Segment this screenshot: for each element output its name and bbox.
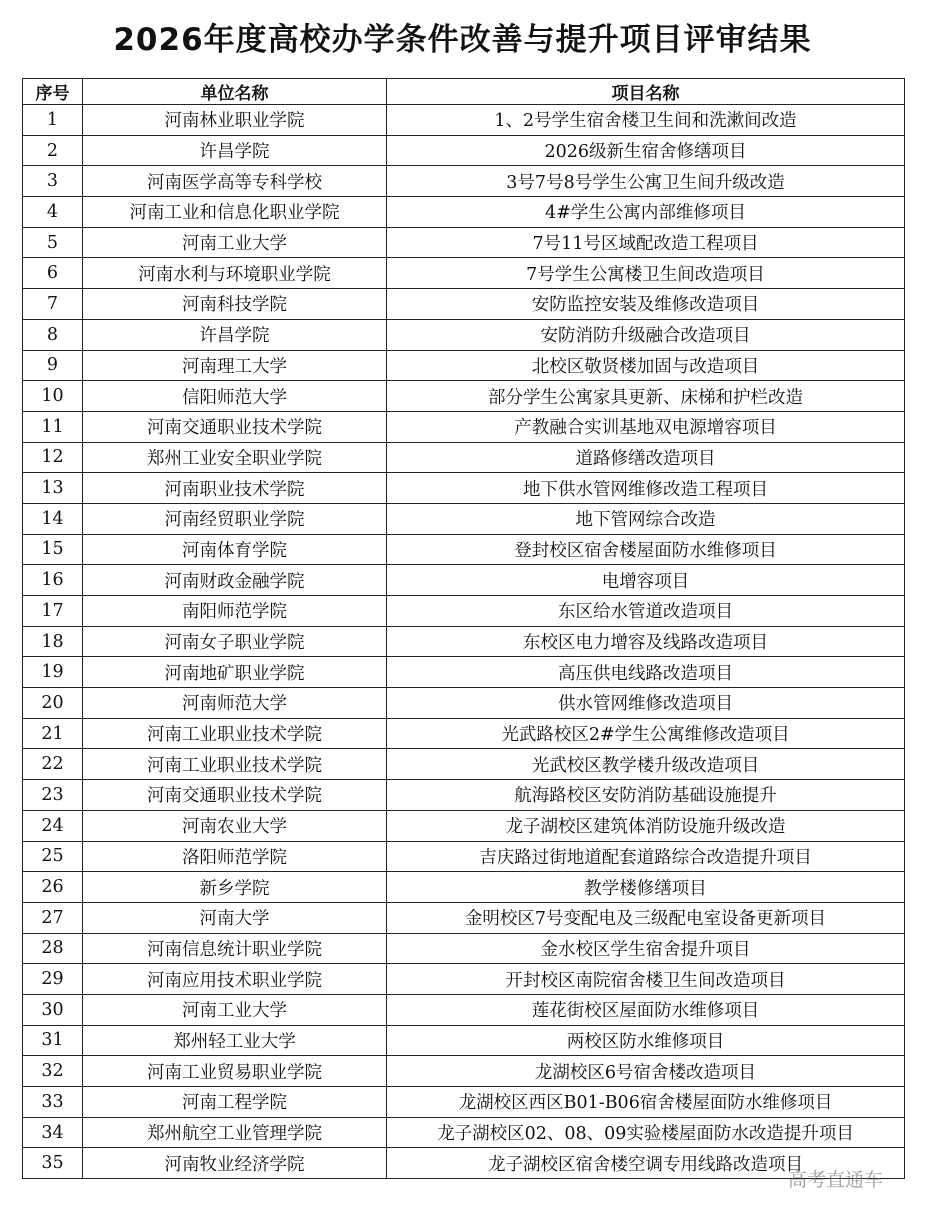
row-index: 19 [23,657,83,688]
project-name: 安防监控安装及维修改造项目 [387,289,905,320]
document-title: 2026年度高校办学条件改善与提升项目评审结果 [113,22,812,58]
table-row [23,780,905,811]
row-index: 22 [23,749,83,780]
unit-name: 郑州工业安全职业学院 [83,442,387,473]
table-row [23,197,905,228]
unit-name: 河南医学高等专科学校 [83,166,387,197]
row-index: 12 [23,442,83,473]
row-index: 8 [23,319,83,350]
table-row [23,841,905,872]
unit-name: 河南工业和信息化职业学院 [83,197,387,228]
unit-name: 洛阳师范学院 [83,841,387,872]
row-index: 29 [23,964,83,995]
unit-name: 河南交通职业技术学院 [83,780,387,811]
table-row [23,135,905,166]
project-name: 金明校区7号变配电及三级配电室设备更新项目 [387,902,905,933]
table-row [23,1117,905,1148]
unit-name: 河南水利与环境职业学院 [83,258,387,289]
project-name: 登封校区宿舍楼屋面防水维修项目 [387,534,905,565]
table-row [23,1056,905,1087]
table-row [23,105,905,136]
project-name: 开封校区南院宿舍楼卫生间改造项目 [387,964,905,995]
row-index: 32 [23,1056,83,1087]
table-row [23,289,905,320]
project-name: 3号7号8号学生公寓卫生间升级改造 [387,166,905,197]
unit-name: 河南科技学院 [83,289,387,320]
table-row [23,411,905,442]
table-row [23,1148,905,1179]
project-name: 电增容项目 [387,565,905,596]
project-name: 北校区敬贤楼加固与改造项目 [387,350,905,381]
table-row [23,964,905,995]
row-index: 35 [23,1148,83,1179]
unit-name: 河南应用技术职业学院 [83,964,387,995]
project-name: 高压供电线路改造项目 [387,657,905,688]
project-name: 地下管网综合改造 [387,503,905,534]
table-row [23,258,905,289]
unit-name: 许昌学院 [83,319,387,350]
table-row [23,534,905,565]
row-index: 14 [23,503,83,534]
project-name: 莲花街校区屋面防水维修项目 [387,994,905,1025]
table-row [23,626,905,657]
watermark: 高考直通车 [788,1169,884,1191]
table-row [23,596,905,627]
unit-name: 河南工业职业技术学院 [83,718,387,749]
row-index: 9 [23,350,83,381]
unit-name: 河南大学 [83,902,387,933]
project-name: 龙子湖校区建筑体消防设施升级改造 [387,810,905,841]
table-row [23,994,905,1025]
row-index: 7 [23,289,83,320]
project-name: 7号学生公寓楼卫生间改造项目 [387,258,905,289]
header-unit: 单位名称 [83,79,387,105]
unit-name: 河南工业贸易职业学院 [83,1056,387,1087]
unit-name: 河南师范大学 [83,688,387,719]
project-name: 光武路校区2#学生公寓维修改造项目 [387,718,905,749]
unit-name: 郑州轻工业大学 [83,1025,387,1056]
row-index: 24 [23,810,83,841]
project-name: 道路修缮改造项目 [387,442,905,473]
project-name: 金水校区学生宿舍提升项目 [387,933,905,964]
project-name: 光武校区教学楼升级改造项目 [387,749,905,780]
row-index: 23 [23,780,83,811]
project-name: 1、2号学生宿舍楼卫生间和洗漱间改造 [387,105,905,136]
table-row [23,442,905,473]
project-name: 地下供水管网维修改造工程项目 [387,473,905,504]
row-index: 21 [23,718,83,749]
unit-name: 河南经贸职业学院 [83,503,387,534]
row-index: 28 [23,933,83,964]
table-row [23,657,905,688]
project-name: 供水管网维修改造项目 [387,688,905,719]
table-row [23,319,905,350]
header-index: 序号 [23,79,83,105]
table-row [23,166,905,197]
unit-name: 河南理工大学 [83,350,387,381]
unit-name: 河南工程学院 [83,1087,387,1118]
row-index: 5 [23,227,83,258]
project-name: 东校区电力增容及线路改造项目 [387,626,905,657]
table-row [23,350,905,381]
table-row [23,933,905,964]
table-row [23,381,905,412]
unit-name: 河南信息统计职业学院 [83,933,387,964]
row-index: 6 [23,258,83,289]
unit-name: 河南地矿职业学院 [83,657,387,688]
row-index: 10 [23,381,83,412]
table-row [23,749,905,780]
unit-name: 河南牧业经济学院 [83,1148,387,1179]
row-index: 16 [23,565,83,596]
project-name: 教学楼修缮项目 [387,872,905,903]
table-row [23,902,905,933]
project-name: 航海路校区安防消防基础设施提升 [387,780,905,811]
unit-name: 郑州航空工业管理学院 [83,1117,387,1148]
project-name: 龙湖校区6号宿舍楼改造项目 [387,1056,905,1087]
row-index: 20 [23,688,83,719]
unit-name: 河南林业职业学院 [83,105,387,136]
row-index: 25 [23,841,83,872]
table-row [23,688,905,719]
unit-name: 河南工业职业技术学院 [83,749,387,780]
project-name: 龙子湖校区02、08、09实验楼屋面防水改造提升项目 [387,1117,905,1148]
table-row [23,872,905,903]
row-index: 18 [23,626,83,657]
unit-name: 河南体育学院 [83,534,387,565]
table-header-row [23,79,905,105]
project-name: 吉庆路过街地道配套道路综合改造提升项目 [387,841,905,872]
unit-name: 信阳师范大学 [83,381,387,412]
table-row [23,718,905,749]
project-name: 两校区防水维修项目 [387,1025,905,1056]
unit-name: 南阳师范学院 [83,596,387,627]
unit-name: 河南工业大学 [83,227,387,258]
row-index: 11 [23,411,83,442]
project-name: 龙子湖校区宿舍楼空调专用线路改造项目 [387,1148,905,1179]
project-name: 安防消防升级融合改造项目 [387,319,905,350]
row-index: 31 [23,1025,83,1056]
row-index: 1 [23,105,83,136]
results-table [22,78,905,1179]
row-index: 30 [23,994,83,1025]
project-name: 7号11号区域配改造工程项目 [387,227,905,258]
table-row [23,503,905,534]
project-name: 部分学生公寓家具更新、床梯和护栏改造 [387,381,905,412]
table-row [23,810,905,841]
project-name: 2026级新生宿舍修缮项目 [387,135,905,166]
table-row [23,473,905,504]
row-index: 26 [23,872,83,903]
table-row [23,227,905,258]
row-index: 34 [23,1117,83,1148]
row-index: 13 [23,473,83,504]
project-name: 东区给水管道改造项目 [387,596,905,627]
unit-name: 新乡学院 [83,872,387,903]
unit-name: 河南职业技术学院 [83,473,387,504]
row-index: 2 [23,135,83,166]
row-index: 27 [23,902,83,933]
project-name: 产教融合实训基地双电源增容项目 [387,411,905,442]
project-name: 4#学生公寓内部维修项目 [387,197,905,228]
row-index: 4 [23,197,83,228]
table-row [23,1025,905,1056]
project-name: 龙湖校区西区B01-B06宿舍楼屋面防水维修项目 [387,1087,905,1118]
row-index: 33 [23,1087,83,1118]
row-index: 15 [23,534,83,565]
unit-name: 许昌学院 [83,135,387,166]
table-row [23,565,905,596]
table-row [23,1087,905,1118]
unit-name: 河南财政金融学院 [83,565,387,596]
unit-name: 河南女子职业学院 [83,626,387,657]
unit-name: 河南农业大学 [83,810,387,841]
row-index: 3 [23,166,83,197]
row-index: 17 [23,596,83,627]
unit-name: 河南交通职业技术学院 [83,411,387,442]
unit-name: 河南工业大学 [83,994,387,1025]
header-project: 项目名称 [387,79,905,105]
